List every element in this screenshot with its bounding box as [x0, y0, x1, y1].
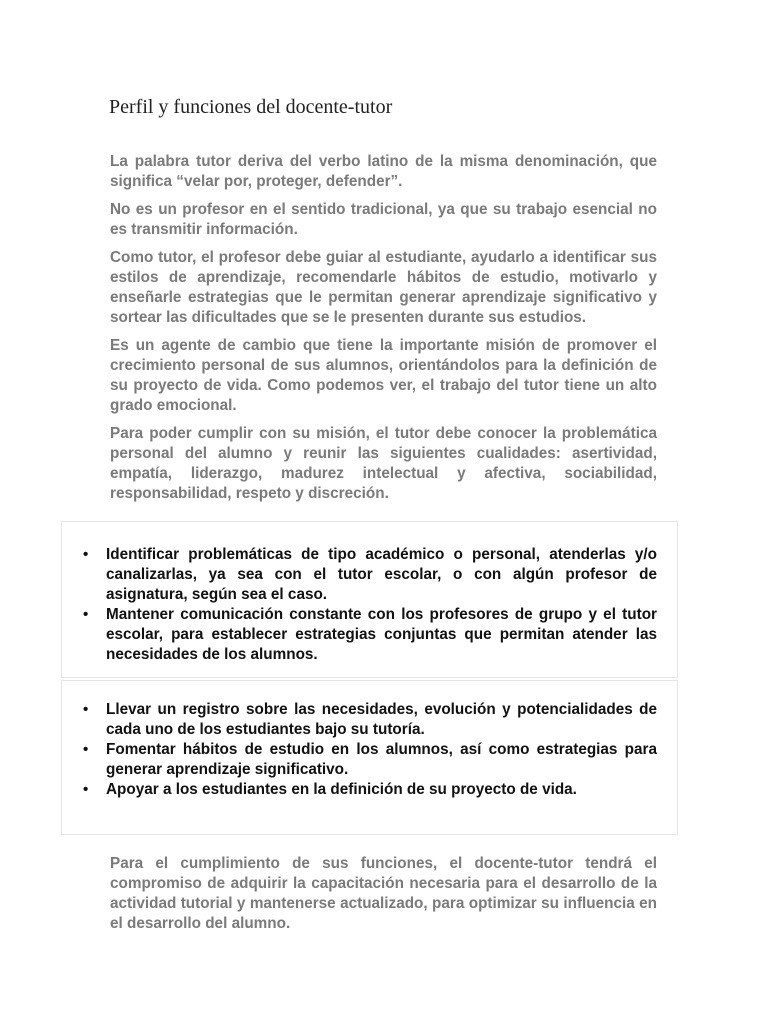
function-item	[62, 780, 677, 800]
bullet-icon: •	[83, 701, 89, 718]
function-item	[62, 740, 677, 780]
function-item	[62, 605, 677, 665]
page-title: Perfil y funciones del docente-tutor	[109, 96, 393, 118]
function-text: Fomentar hábitos de estudio en los alumnos, así como estrategias para generar aprendizaje significativo.	[106, 741, 657, 778]
function-item	[62, 545, 677, 605]
intro-paragraph: La palabra tutor deriva del verbo latino de la misma denominación, que significa “velar por, proteger, defender”.	[110, 153, 657, 190]
function-text: Llevar un registro sobre las necesidades, evolución y potencialidades de cada uno de los estudiantes bajo su tutoría.	[106, 701, 657, 738]
functions-list	[62, 545, 677, 665]
intro-paragraph: Es un agente de cambio que tiene la importante misión de promover el crecimiento personal de sus alumnos, orientándolos para la definición de su proyecto de vida. Como podemos ver, el trabajo del tutor tiene un alto grado emocional.	[110, 337, 657, 414]
intro-paragraph: No es un profesor en el sentido tradicional, ya que su trabajo esencial no es transmitir información.	[110, 201, 657, 238]
bullet-icon: •	[83, 606, 89, 623]
intro-paragraph: Para poder cumplir con su misión, el tutor debe conocer la problemática personal del alumno y reunir las siguientes cualidades: asertividad, empatía, liderazgo, madurez intelectual y afectiva, sociabilidad, responsabilidad, respeto y discreción.	[110, 425, 657, 502]
closing-paragraph: Para el cumplimiento de sus funciones, el docente-tutor tendrá el compromiso de adquirir la capacitación necesaria para el desarrollo de la actividad tutorial y mantenerse actualizado, para optimizar su influencia en el desarrollo del alumno.	[110, 855, 657, 932]
bullet-icon: •	[83, 741, 89, 758]
intro-section	[110, 152, 657, 512]
functions-box-1	[61, 521, 678, 678]
closing-section	[110, 854, 657, 942]
functions-list	[62, 700, 677, 800]
bullet-icon: •	[83, 781, 89, 798]
function-text: Identificar problemáticas de tipo académico o personal, atenderlas y/o canalizarlas, ya sea con el tutor escolar, o con algún profesor de asignatura, según sea el caso.	[106, 546, 657, 603]
function-text: Apoyar a los estudiantes en la definición de su proyecto de vida.	[106, 781, 577, 798]
bullet-icon: •	[83, 546, 89, 563]
intro-paragraph: Como tutor, el profesor debe guiar al estudiante, ayudarlo a identificar sus estilos de aprendizaje, recomendarle hábitos de estudio, motivarlo y enseñarle estrategias que le permitan generar aprendizaje significativo y sortear las dificultades que se le presenten durante sus estudios.	[110, 249, 657, 326]
functions-box-2	[61, 680, 678, 835]
function-item	[62, 700, 677, 740]
function-text: Mantener comunicación constante con los profesores de grupo y el tutor escolar, para establecer estrategias conjuntas que permitan atender las necesidades de los alumnos.	[106, 606, 657, 663]
